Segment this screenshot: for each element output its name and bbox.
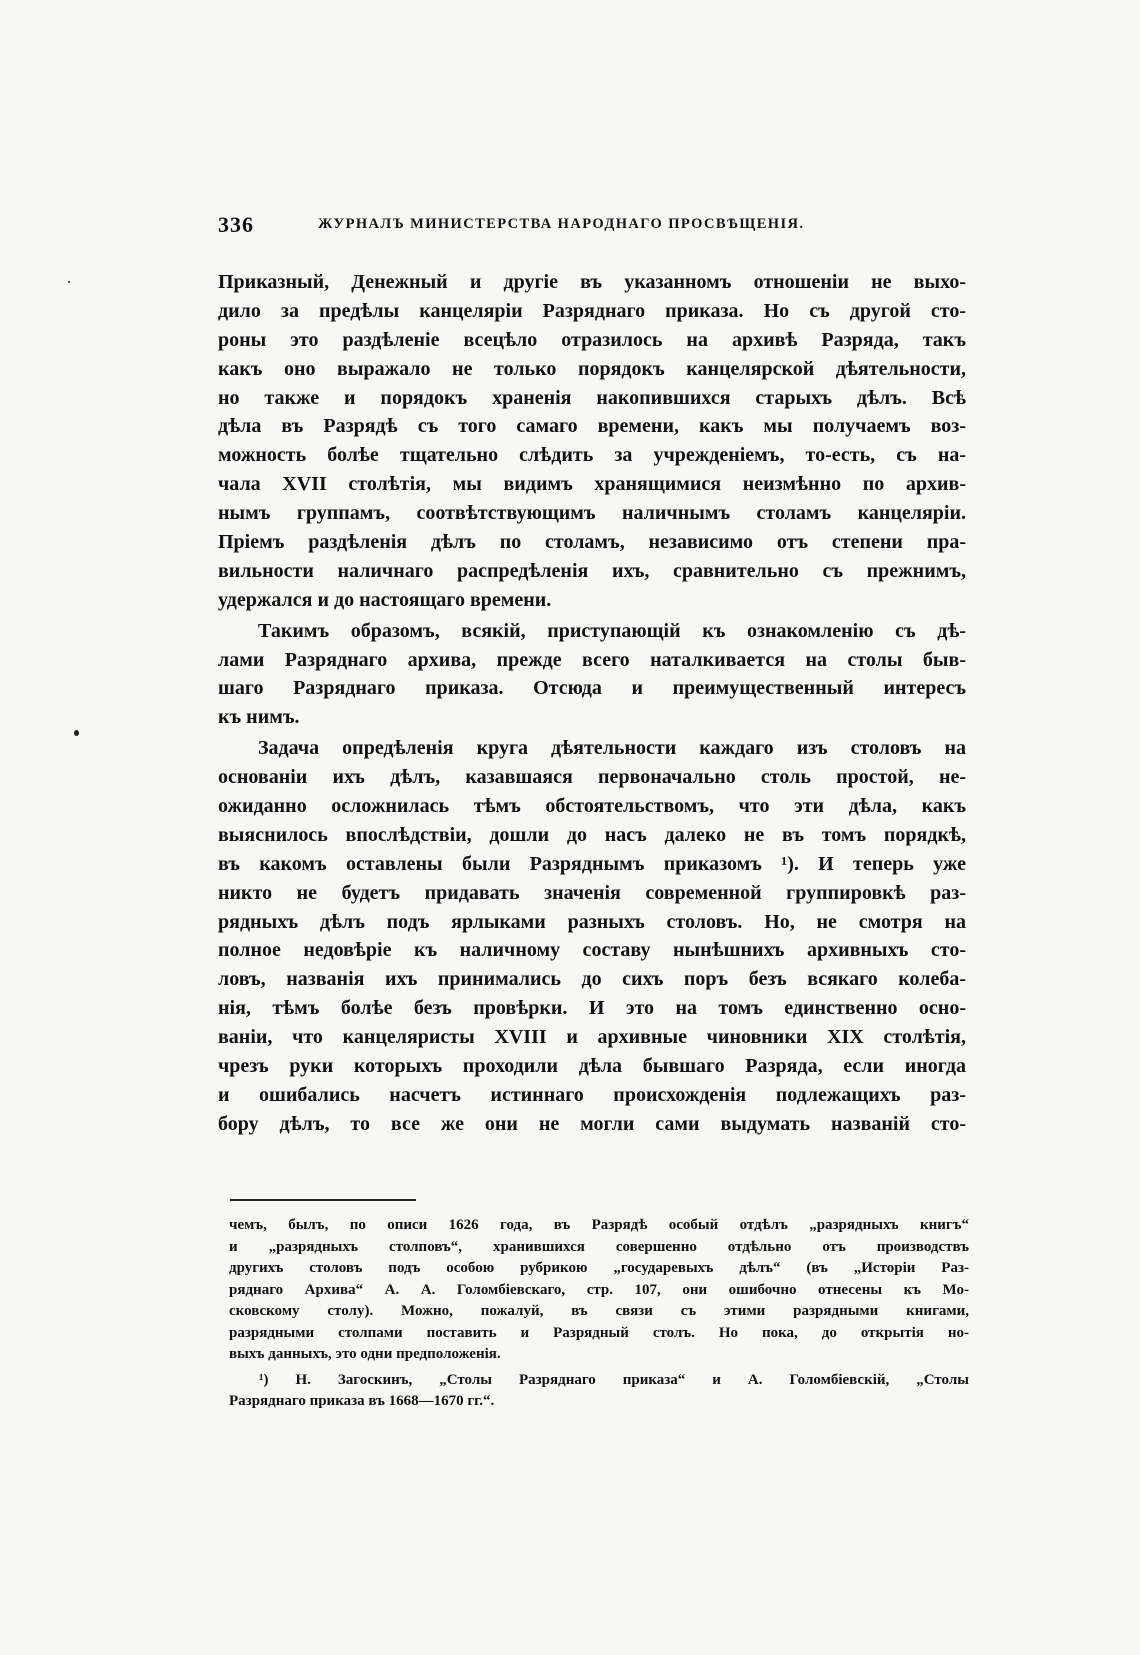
footnotes [229, 1215, 969, 1413]
text-line: Приказный, Денежный и другіе въ указанномъ отношеніи не выхо- [218, 271, 966, 293]
text-line: дѣла въ Разрядѣ съ того самаго времени, какъ мы получаемъ воз- [218, 415, 966, 438]
running-title: ЖУРНАЛЪ МИНИСТЕРСТВА НАРОДНАГО ПРОСВѢЩЕНІЯ. [318, 216, 805, 232]
text-line: ловъ, названія ихъ принимались до сихъ поръ безъ всякаго колеба- [218, 968, 966, 991]
text-line: лами Разряднаго архива, прежде всего наталкивается на столы быв- [218, 648, 966, 671]
footnote-line: ряднаго Архива“ А. А. Голомбіевскаго, стр. 107, они ошибочно отнесены къ Мо- [229, 1281, 969, 1298]
footnote-line: и „разрядныхъ столповъ“, хранившихся совершенно отдѣльно отъ производствъ [229, 1238, 969, 1255]
text-line: полное недовѣріе къ наличному составу нынѣшнихъ архивныхъ сто- [218, 939, 966, 962]
text-line: можность болѣе тщательно слѣдить за учрежденіемъ, то-есть, съ на- [218, 444, 966, 467]
text-line: Пріемъ раздѣленія дѣлъ по столамъ, независимо отъ степени пра- [218, 531, 966, 554]
text-line: чала XVII столѣтія, мы видимъ хранящимися неизмѣнно по архив- [218, 473, 966, 496]
text-line: нія, тѣмъ болѣе безъ провѣрки. И это на томъ единственно осно- [218, 997, 966, 1020]
text-line: ваніи, что канцеляристы XVIII и архивные чиновники XIX столѣтія, [218, 1026, 966, 1049]
footnote-line: выхъ данныхъ, это одни предположенія. [229, 1346, 501, 1362]
footnote-divider [230, 1199, 416, 1201]
text-line: какъ оно выражало не только порядокъ канцелярской дѣятельности, [218, 357, 966, 380]
text-line: въ какомъ оставлены были Разряднымъ приказомъ ¹). И теперь уже [218, 852, 966, 875]
text-line: къ нимъ. [218, 706, 300, 729]
paragraph [218, 734, 966, 1138]
text-line: и ошибались насчетъ истиннаго происхожденія подлежащихъ раз- [218, 1083, 966, 1106]
text-line: основаніи ихъ дѣлъ, казавшаяся первоначально столь простой, не- [218, 766, 966, 789]
text-line: нымъ группамъ, соотвѣтствующимъ наличнымъ столамъ канцеляріи. [218, 502, 966, 525]
footnote-1 [229, 1370, 969, 1413]
footnote-line: Разряднаго приказа въ 1668—1670 гг.“. [229, 1393, 495, 1409]
page-number: 336 [218, 212, 254, 237]
footnote-line: разрядными столпами поставить и Разрядный столъ. Но пока, до открытія но- [229, 1324, 969, 1341]
text-line: никто не будетъ придавать значенія современной группировкѣ раз- [218, 881, 966, 904]
text-line: бору дѣлъ, то все же они не могли сами выдумать названій сто- [218, 1112, 966, 1135]
text-line: рядныхъ дѣлъ подъ ярлыками разныхъ столовъ. Но, не смотря на [218, 910, 966, 933]
footnote-line: другихъ столовъ подъ особою рубрикою „государевыхъ дѣлъ“ (въ „Исторіи Раз- [229, 1260, 969, 1276]
text-line: шаго Разряднаго приказа. Отсюда и преимущественный интересъ [218, 677, 966, 700]
footnote-line: ¹) Н. Загоскинъ, „Столы Разряднаго приказа“ и А. Голомбіевскій, „Столы [259, 1371, 969, 1388]
text-line: вильности наличнаго распредѣленія ихъ, сравнительно съ прежнимъ, [218, 559, 966, 582]
scan-speck [68, 281, 70, 283]
text-line: ожиданно осложнилась тѣмъ обстоятельствомъ, что эти дѣла, какъ [218, 795, 966, 818]
main-text [218, 268, 966, 1139]
footnote-line: сковскому столу). Можно, пожалуй, въ связи съ этими разрядными книгами, [229, 1303, 969, 1319]
text-line: дило за предѣлы канцеляріи Разряднаго приказа. Но съ другой сто- [218, 299, 966, 322]
text-line: но также и порядокъ храненія накопившихся старыхъ дѣлъ. Всѣ [218, 386, 966, 409]
text-line: чрезъ руки которыхъ проходили дѣла бывшаго Разряда, если иногда [218, 1055, 966, 1078]
text-line: удержался и до настоящаго времени. [218, 588, 552, 611]
paragraph [218, 617, 966, 733]
scan-speck [74, 730, 79, 736]
footnote-continuation [229, 1215, 969, 1366]
text-line: Задача опредѣленія круга дѣятельности каждаго изъ столовъ на [258, 737, 966, 760]
footnote-line: чемъ, былъ, по описи 1626 года, въ Разрядѣ особый отдѣлъ „разрядныхъ книгъ“ [229, 1217, 969, 1233]
text-line: роны это раздѣленіе всецѣло отразилось на архивѣ Разряда, такъ [218, 328, 966, 351]
text-line: Такимъ образомъ, всякій, приступающій къ ознакомленію съ дѣ- [258, 619, 966, 642]
page-header [218, 212, 978, 242]
paragraph [218, 268, 966, 615]
text-line: выяснилось впослѣдствіи, дошли до насъ далеко не въ томъ порядкѣ, [218, 823, 966, 846]
